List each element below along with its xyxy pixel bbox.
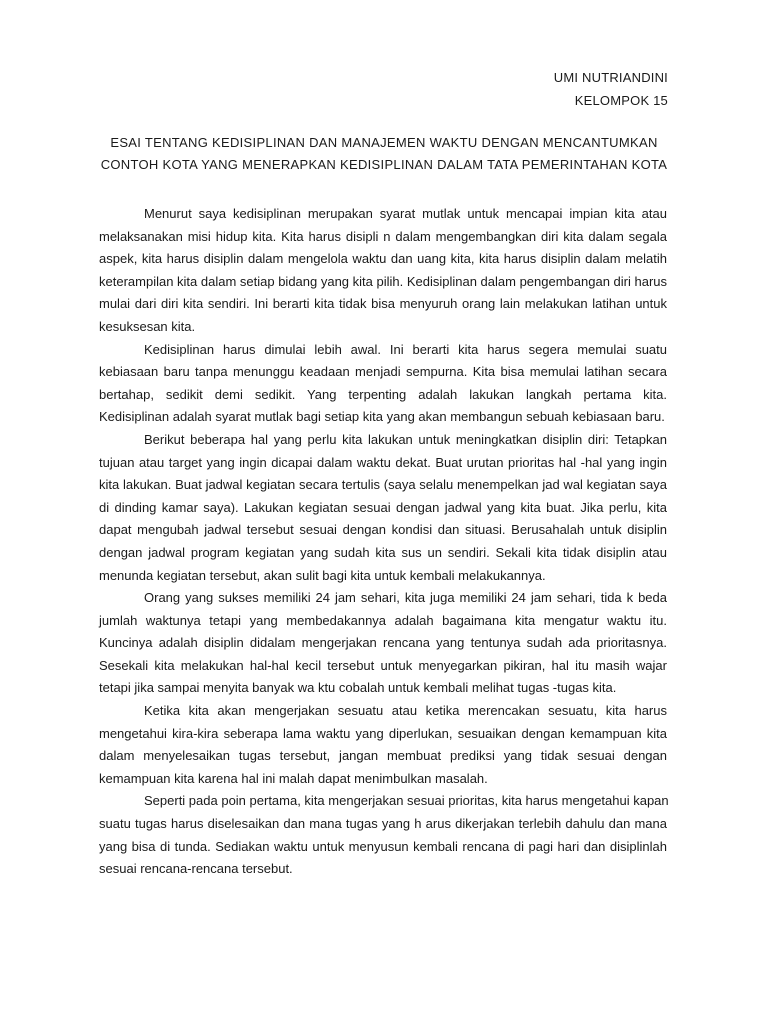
essay-title [40, 132, 728, 176]
paragraph-line: yang bisa di tunda. Sediakan waktu untuk menyusun kembali rencana di pagi hari dan disiplinlah [99, 838, 667, 854]
paragraph-line: Kuncinya adalah disiplin didalam mengerjakan rencana yang tentunya sudah ada prioritasnya. [99, 635, 667, 651]
paragraph-line: tujuan atau target yang ingin dicapai dalam waktu dekat. Buat urutan prioritas hal -hal yang ingin [99, 454, 667, 470]
paragraph-4 [99, 587, 667, 700]
paragraph-line: Ketika kita akan mengerjakan sesuatu atau ketika merencakan sesuatu, kita harus [144, 703, 667, 719]
paragraph-1 [99, 203, 667, 339]
paragraph-line: suatu tugas harus diselesaikan dan mana tugas yang h arus dikerjakan terlebih dahulu dan mana [99, 816, 667, 832]
paragraph-line: menunda kegiatan tersebut, akan sulit bagi kita untuk kembali melakukannya. [99, 567, 546, 583]
paragraph-line: jumlah waktunya tetapi yang membedakannya adalah bagaimana kita mengatur waktu itu. [99, 612, 667, 628]
paragraph-line: dalam menyelesaikan tugas tersebut, jangan membuat prediksi yang tidak sesuai dengan [99, 748, 667, 764]
paragraph-line: Sesekali kita melakukan hal-hal kecil tersebut untuk menyegarkan pikiran, hal itu masih wajar [99, 657, 667, 673]
paragraph-line: aspek, kita harus disiplin dalam mengelola waktu dan uang kita, kita harus disiplin dalam melatih [99, 251, 667, 267]
essay-body [99, 203, 667, 881]
paragraph-line: dapat mengubah jadwal tersebut sesuai dengan kondisi dan situasi. Berusahalah untuk disiplin [99, 522, 667, 538]
paragraph-line: mengetahui kira-kira seberapa lama waktu yang diperlukan, sesuaikan dengan kemampuan kita [99, 725, 667, 741]
paragraph-line: Kedisiplinan adalah syarat mutlak bagi setiap kita yang akan membangun sebuah kebiasaan baru. [99, 409, 665, 425]
paragraph-line: kita lakukan. Buat jadwal kegiatan secara tertulis (saya selalu menempelkan jad wal kegiatan saya [99, 477, 667, 493]
paragraph-line: mulai dari diri kita sendiri. Ini berarti kita tidak bisa menyuruh orang lain melakukan latihan untuk [99, 296, 667, 312]
paragraph-line: kemampuan kita karena hal ini malah dapat menimbulkan masalah. [99, 770, 488, 786]
paragraph-line: Seperti pada poin pertama, kita mengerjakan sesuai prioritas, kita harus mengetahui kapan [144, 793, 669, 809]
paragraph-line: tetapi jika sampai menyita banyak wa ktu cobalah untuk kembali melihat tugas -tugas kita. [99, 680, 617, 696]
paragraph-line: kebiasaan baru tanpa menunggu keadaan menjadi sempurna. Kita bisa memulai latihan secara [99, 364, 667, 380]
paragraph-line: di dinding kamar saya). Lakukan kegiatan sesuai dengan jadwal yang kita buat. Jika perlu, kita [99, 499, 667, 515]
paragraph-line: Orang yang sukses memiliki 24 jam sehari, kita juga memiliki 24 jam sehari, tida k beda [144, 590, 667, 606]
paragraph-line: melaksanakan misi hidup kita. Kita harus disipli n dalam mengembangkan diri kita dalam segala [99, 228, 667, 244]
paragraph-line: sesuai rencana-rencana tersebut. [99, 861, 293, 877]
paragraph-line: dengan jadwal program kegiatan yang sudah kita sus un sendiri. Sekali kita tidak disiplin atau [99, 544, 667, 560]
paragraph-2 [99, 339, 667, 429]
paragraph-line: Kedisiplinan harus dimulai lebih awal. Ini berarti kita harus segera memulai suatu [144, 341, 667, 357]
paragraph-line: kesuksesan kita. [99, 318, 196, 334]
title-line-1: ESAI TENTANG KEDISIPLINAN DAN MANAJEMEN WAKTU DENGAN MENCANTUMKAN [110, 135, 658, 150]
group-label: KELOMPOK 15 [574, 93, 668, 108]
author-block [554, 66, 668, 112]
paragraph-6 [99, 790, 667, 880]
title-line-2: CONTOH KOTA YANG MENERAPKAN KEDISIPLINAN DALAM TATA PEMERINTAHAN KOTA [100, 157, 668, 172]
paragraph-line: keterampilan kita dalam setiap bidang yang kita pilih. Kedisiplinan dalam pengembangan diri harus [99, 273, 668, 289]
author-name: UMI NUTRIANDINI [553, 70, 668, 85]
paragraph-line: bertahap, sedikit demi sedikit. Yang terpenting adalah lakukan langkah pertama kita. [99, 386, 667, 402]
paragraph-3 [99, 429, 667, 587]
paragraph-line: Menurut saya kedisiplinan merupakan syarat mutlak untuk mencapai impian kita atau [144, 206, 667, 221]
paragraph-5 [99, 700, 667, 790]
paragraph-line: Berikut beberapa hal yang perlu kita lakukan untuk meningkatkan disiplin diri: Tetapkan [144, 431, 667, 447]
